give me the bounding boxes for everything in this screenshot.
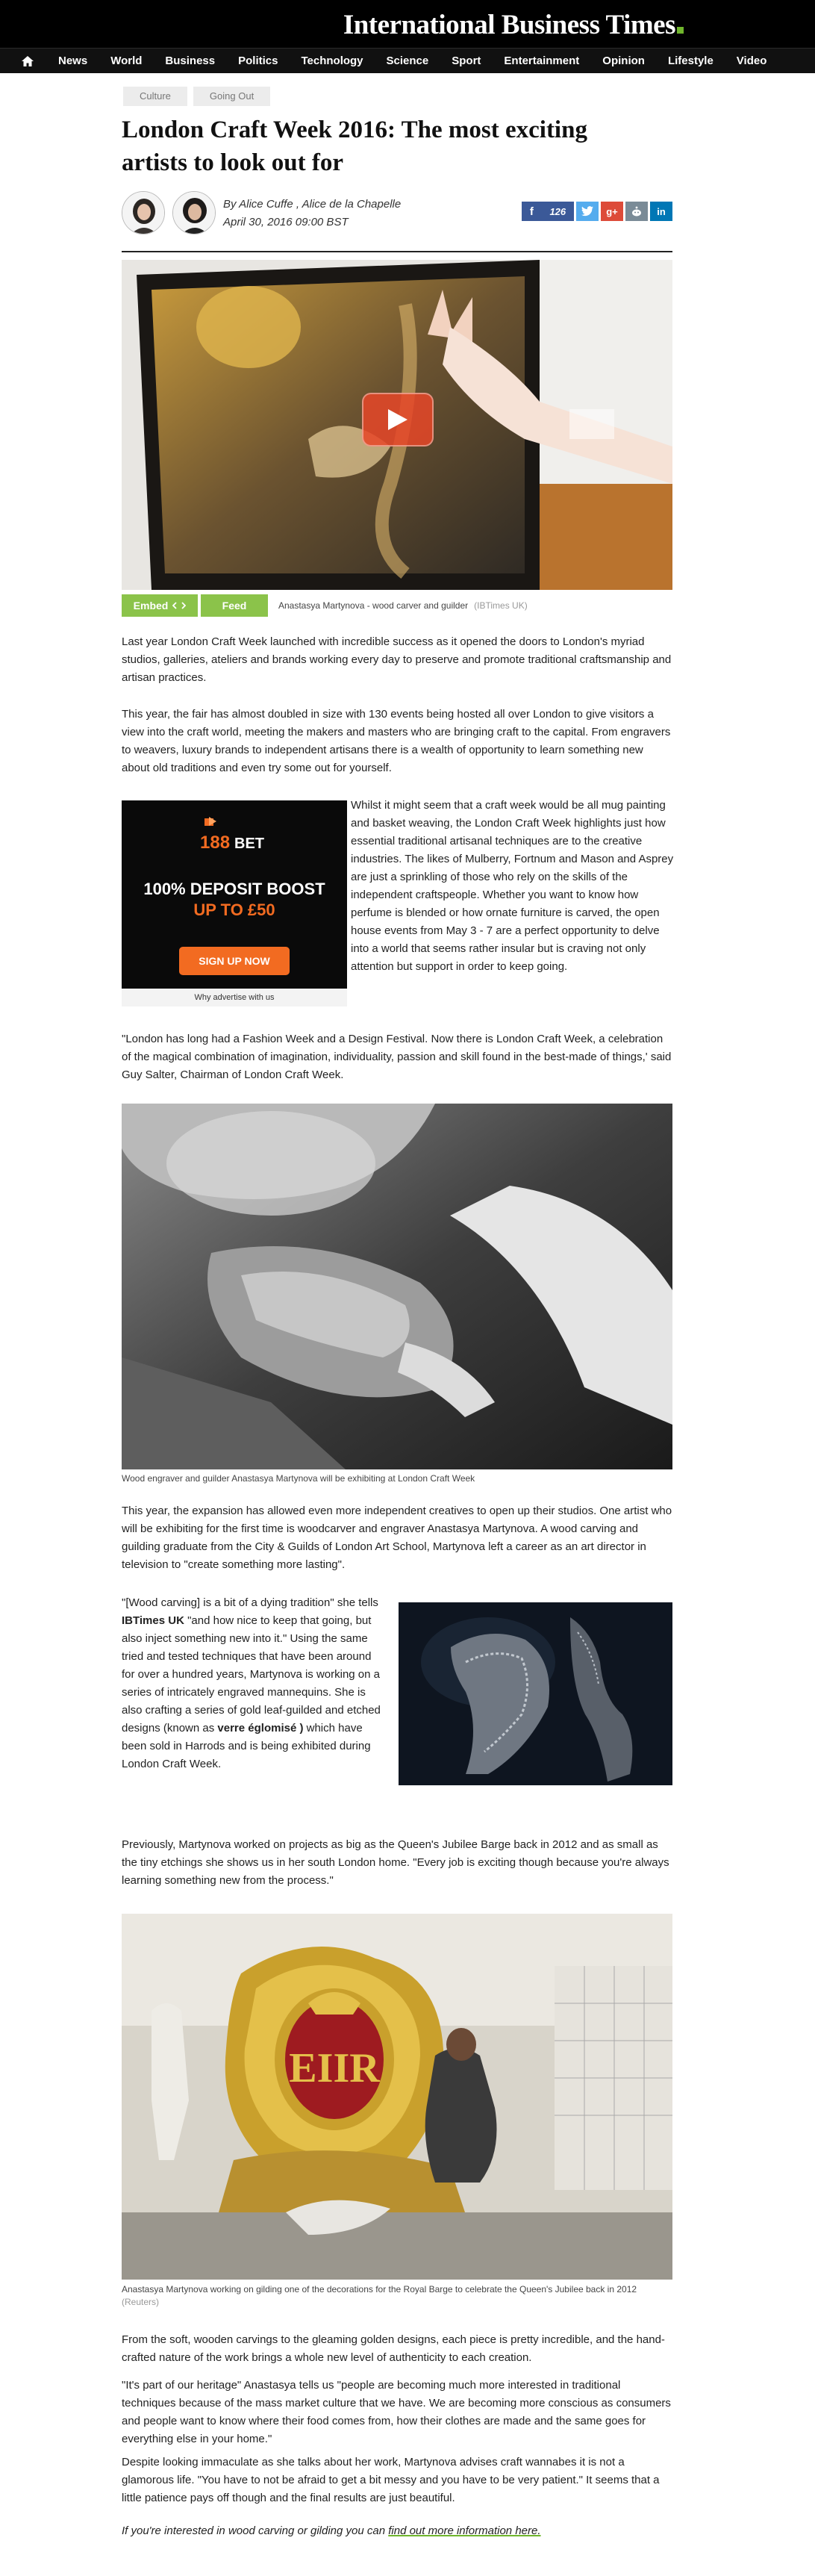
video-caption bbox=[278, 600, 528, 611]
googleplus-icon: g+ bbox=[606, 205, 618, 217]
verre-eglomise-term: verre églomisé ) bbox=[217, 1722, 304, 1735]
nav-science[interactable]: Science bbox=[386, 55, 429, 67]
top-bar bbox=[0, 0, 815, 48]
ad-brand-logo bbox=[199, 815, 266, 856]
facebook-share-count: 126 bbox=[549, 205, 566, 217]
feed-label: Feed bbox=[222, 600, 247, 612]
embed-button[interactable] bbox=[122, 594, 198, 617]
advertisement[interactable] bbox=[122, 800, 347, 989]
advertise-with-us-link[interactable]: Why advertise with us bbox=[122, 989, 347, 1007]
photo-3-caption bbox=[122, 2283, 672, 2309]
publish-date: April 30, 2016 09:00 BST bbox=[223, 216, 349, 228]
photo-wood-engraver bbox=[122, 1104, 672, 1469]
facebook-icon: f bbox=[529, 205, 534, 218]
share-buttons bbox=[522, 202, 672, 221]
video-player[interactable] bbox=[122, 260, 672, 590]
video-meta-bar bbox=[122, 594, 672, 617]
paragraph-2: This year, the fair has almost doubled in size with 130 events being hosted all over London to give visitors a view into the craft world, meeting the makers and masters who are bringing craft to the capital. From engravers to weavers, luxury brands to independent artisans there is a wealth of opportunity to learn something new about old traditions and even try some out for yourself. bbox=[122, 708, 671, 774]
googleplus-share-button[interactable] bbox=[601, 202, 623, 221]
photo-1-caption: Wood engraver and guilder Anastasya Martynova will be exhibiting at London Craft Week bbox=[122, 1473, 475, 1484]
reddit-icon bbox=[631, 206, 643, 217]
facebook-share-button[interactable] bbox=[522, 202, 574, 221]
paragraph-1: Last year London Craft Week launched with incredible success as it opened the doors to London's myriad studios, galleries, ateliers and brands working every day to preserve and promote traditional craftsmanship and artisan practices. bbox=[122, 635, 672, 684]
more-info-link[interactable]: find out more information here. bbox=[388, 2524, 541, 2537]
tag-culture[interactable]: Culture bbox=[123, 87, 187, 106]
nav-technology[interactable]: Technology bbox=[301, 55, 363, 67]
play-button[interactable] bbox=[362, 393, 434, 447]
embed-label: Embed bbox=[133, 600, 169, 612]
author-avatar-1[interactable] bbox=[122, 191, 165, 234]
paragraph-6-part-2: "and how nice to keep that going, but also inject something new into it." Using the same tried and tested techniques that have been around for over a hundred years, Martynova is working on a series of intricately engraved mannequins. She is also crafting a series of gold leaf-guilded and etched designs (known as bbox=[122, 1614, 381, 1735]
video-caption-text: Anastasya Martynova - wood carver and guilder bbox=[278, 600, 469, 611]
site-logo[interactable]: International Business Times bbox=[343, 9, 684, 41]
nav-news[interactable]: News bbox=[58, 55, 88, 67]
ad-subline: UP TO £50 bbox=[193, 900, 275, 919]
reddit-share-button[interactable] bbox=[625, 202, 648, 221]
nav-sport[interactable]: Sport bbox=[452, 55, 481, 67]
author-row bbox=[122, 191, 672, 237]
byline-prefix: By bbox=[223, 198, 237, 211]
embed-icon bbox=[172, 601, 186, 610]
play-icon bbox=[387, 408, 409, 432]
photo-3-credit: (Reuters) bbox=[122, 2297, 160, 2307]
paragraph-7: Previously, Martynova worked on projects as big as the Queen's Jubilee Barge back in 2012 and as small as the tiny etchings she shows us in her south London home. "Every job is exciting though because you're always learning something new from the process." bbox=[122, 1838, 669, 1887]
ad-headline: 100% DEPOSIT BOOST bbox=[143, 880, 325, 898]
paragraph-5: This year, the expansion has allowed even more independent creatives to open up their studios. One artist who will be exhibiting for the first time is woodcarver and engraver Anastasya Martynova. A wood carving and guilding graduate from the City & Guilds of London Art School, Martynova left a career as an art director in television to "create something more lasting". bbox=[122, 1505, 672, 1571]
paragraph-6 bbox=[122, 1594, 383, 1773]
nav-world[interactable]: World bbox=[110, 55, 143, 67]
paragraph-9: "It's part of our heritage" Anastasya tells us "people are becoming much more interested in traditional techniques because of the mass market culture that we have. We are becoming more conscious as consumers and people want to know where their food comes from, how their clothes are made and the same goes for everything else in your home." bbox=[122, 2379, 671, 2445]
nav-video[interactable]: Video bbox=[736, 55, 767, 67]
paragraph-4-quote: "London has long had a Fashion Week and a Design Festival. Now there is London Craft Week, a celebration of the magical combination of imagination, individuality, passion and skill found in the best-made of things,' said Guy Salter, Chairman of London Craft Week. bbox=[122, 1033, 672, 1081]
ad-signup-button[interactable]: SIGN UP NOW bbox=[179, 947, 290, 975]
byline bbox=[223, 196, 401, 231]
author-avatar-2[interactable] bbox=[172, 191, 216, 234]
svg-text:EIIR: EIIR bbox=[289, 2045, 380, 2091]
author-names[interactable]: Alice Cuffe , Alice de la Chapelle bbox=[239, 198, 402, 211]
linkedin-icon: in bbox=[657, 205, 666, 217]
paragraph-6-part-3: which have been sold in Harrods and is being exhibited during London Craft Week. bbox=[122, 1722, 371, 1770]
article-title: London Craft Week 2016: The most exciting artists to look out for bbox=[122, 116, 587, 176]
nav-opinion[interactable]: Opinion bbox=[602, 55, 645, 67]
nav-politics[interactable]: Politics bbox=[238, 55, 278, 67]
linkedin-share-button[interactable] bbox=[650, 202, 672, 221]
paragraph-11 bbox=[122, 2522, 672, 2540]
ibtimes-uk-mention: IBTimes UK bbox=[122, 1614, 184, 1627]
video-credit: (IBTimes UK) bbox=[474, 600, 528, 611]
twitter-icon bbox=[581, 206, 593, 217]
photo-engraved-mannequin bbox=[399, 1602, 672, 1785]
svg-text:BET: BET bbox=[234, 836, 264, 852]
photo-royal-barge-gilding bbox=[122, 1914, 672, 2280]
article-tags bbox=[123, 87, 270, 106]
nav-lifestyle[interactable]: Lifestyle bbox=[667, 55, 713, 67]
main-nav bbox=[0, 48, 815, 73]
paragraph-6-part-1: "[Wood carving] is a bit of a dying tradition" she tells bbox=[122, 1596, 378, 1609]
paragraph-8: From the soft, wooden carvings to the gleaming golden designs, each piece is pretty incredible, and the hand-crafted nature of the work brings a whole new level of authenticity to each creation. bbox=[122, 2333, 665, 2364]
paragraph-10: Despite looking immaculate as she talks about her work, Martynova advises craft wannabes it is not a glamorous life. "You have to not be afraid to get a bit messy and you have to be very patient." It seems that a little patience pays off though and the final results are just beautiful. bbox=[122, 2456, 660, 2504]
home-icon[interactable] bbox=[19, 54, 36, 69]
closing-text: If you're interested in wood carving or gilding you can bbox=[122, 2524, 389, 2537]
twitter-share-button[interactable] bbox=[576, 202, 599, 221]
header-divider bbox=[122, 251, 672, 252]
paragraph-3: Whilst it might seem that a craft week would be all mug painting and basket weaving, the London Craft Week highlights just how essential traditional artisanal techniques are to the creative industries. The likes of Mulberry, Fortnum and Mason and Asprey are just a sprinkling of those who rely on the skills of the independent craftspeople. Whether you want to know how perfume is blended or how ornate furniture is carved, the open house events from May 3 - 7 are a perfect opportunity to delve into a world that seems rather insular but is craving not only attention but support in order to keep going. bbox=[351, 799, 674, 973]
nav-business[interactable]: Business bbox=[165, 55, 216, 67]
tag-going-out[interactable]: Going Out bbox=[193, 87, 270, 106]
nav-entertainment[interactable]: Entertainment bbox=[504, 55, 580, 67]
photo-3-caption-text: Anastasya Martynova working on gilding one of the decorations for the Royal Barge to celebrate the Queen's Jubilee back in 2012 bbox=[122, 2284, 637, 2295]
logo-dot bbox=[677, 27, 684, 34]
svg-text:188: 188 bbox=[200, 833, 231, 853]
feed-button[interactable] bbox=[201, 594, 268, 617]
